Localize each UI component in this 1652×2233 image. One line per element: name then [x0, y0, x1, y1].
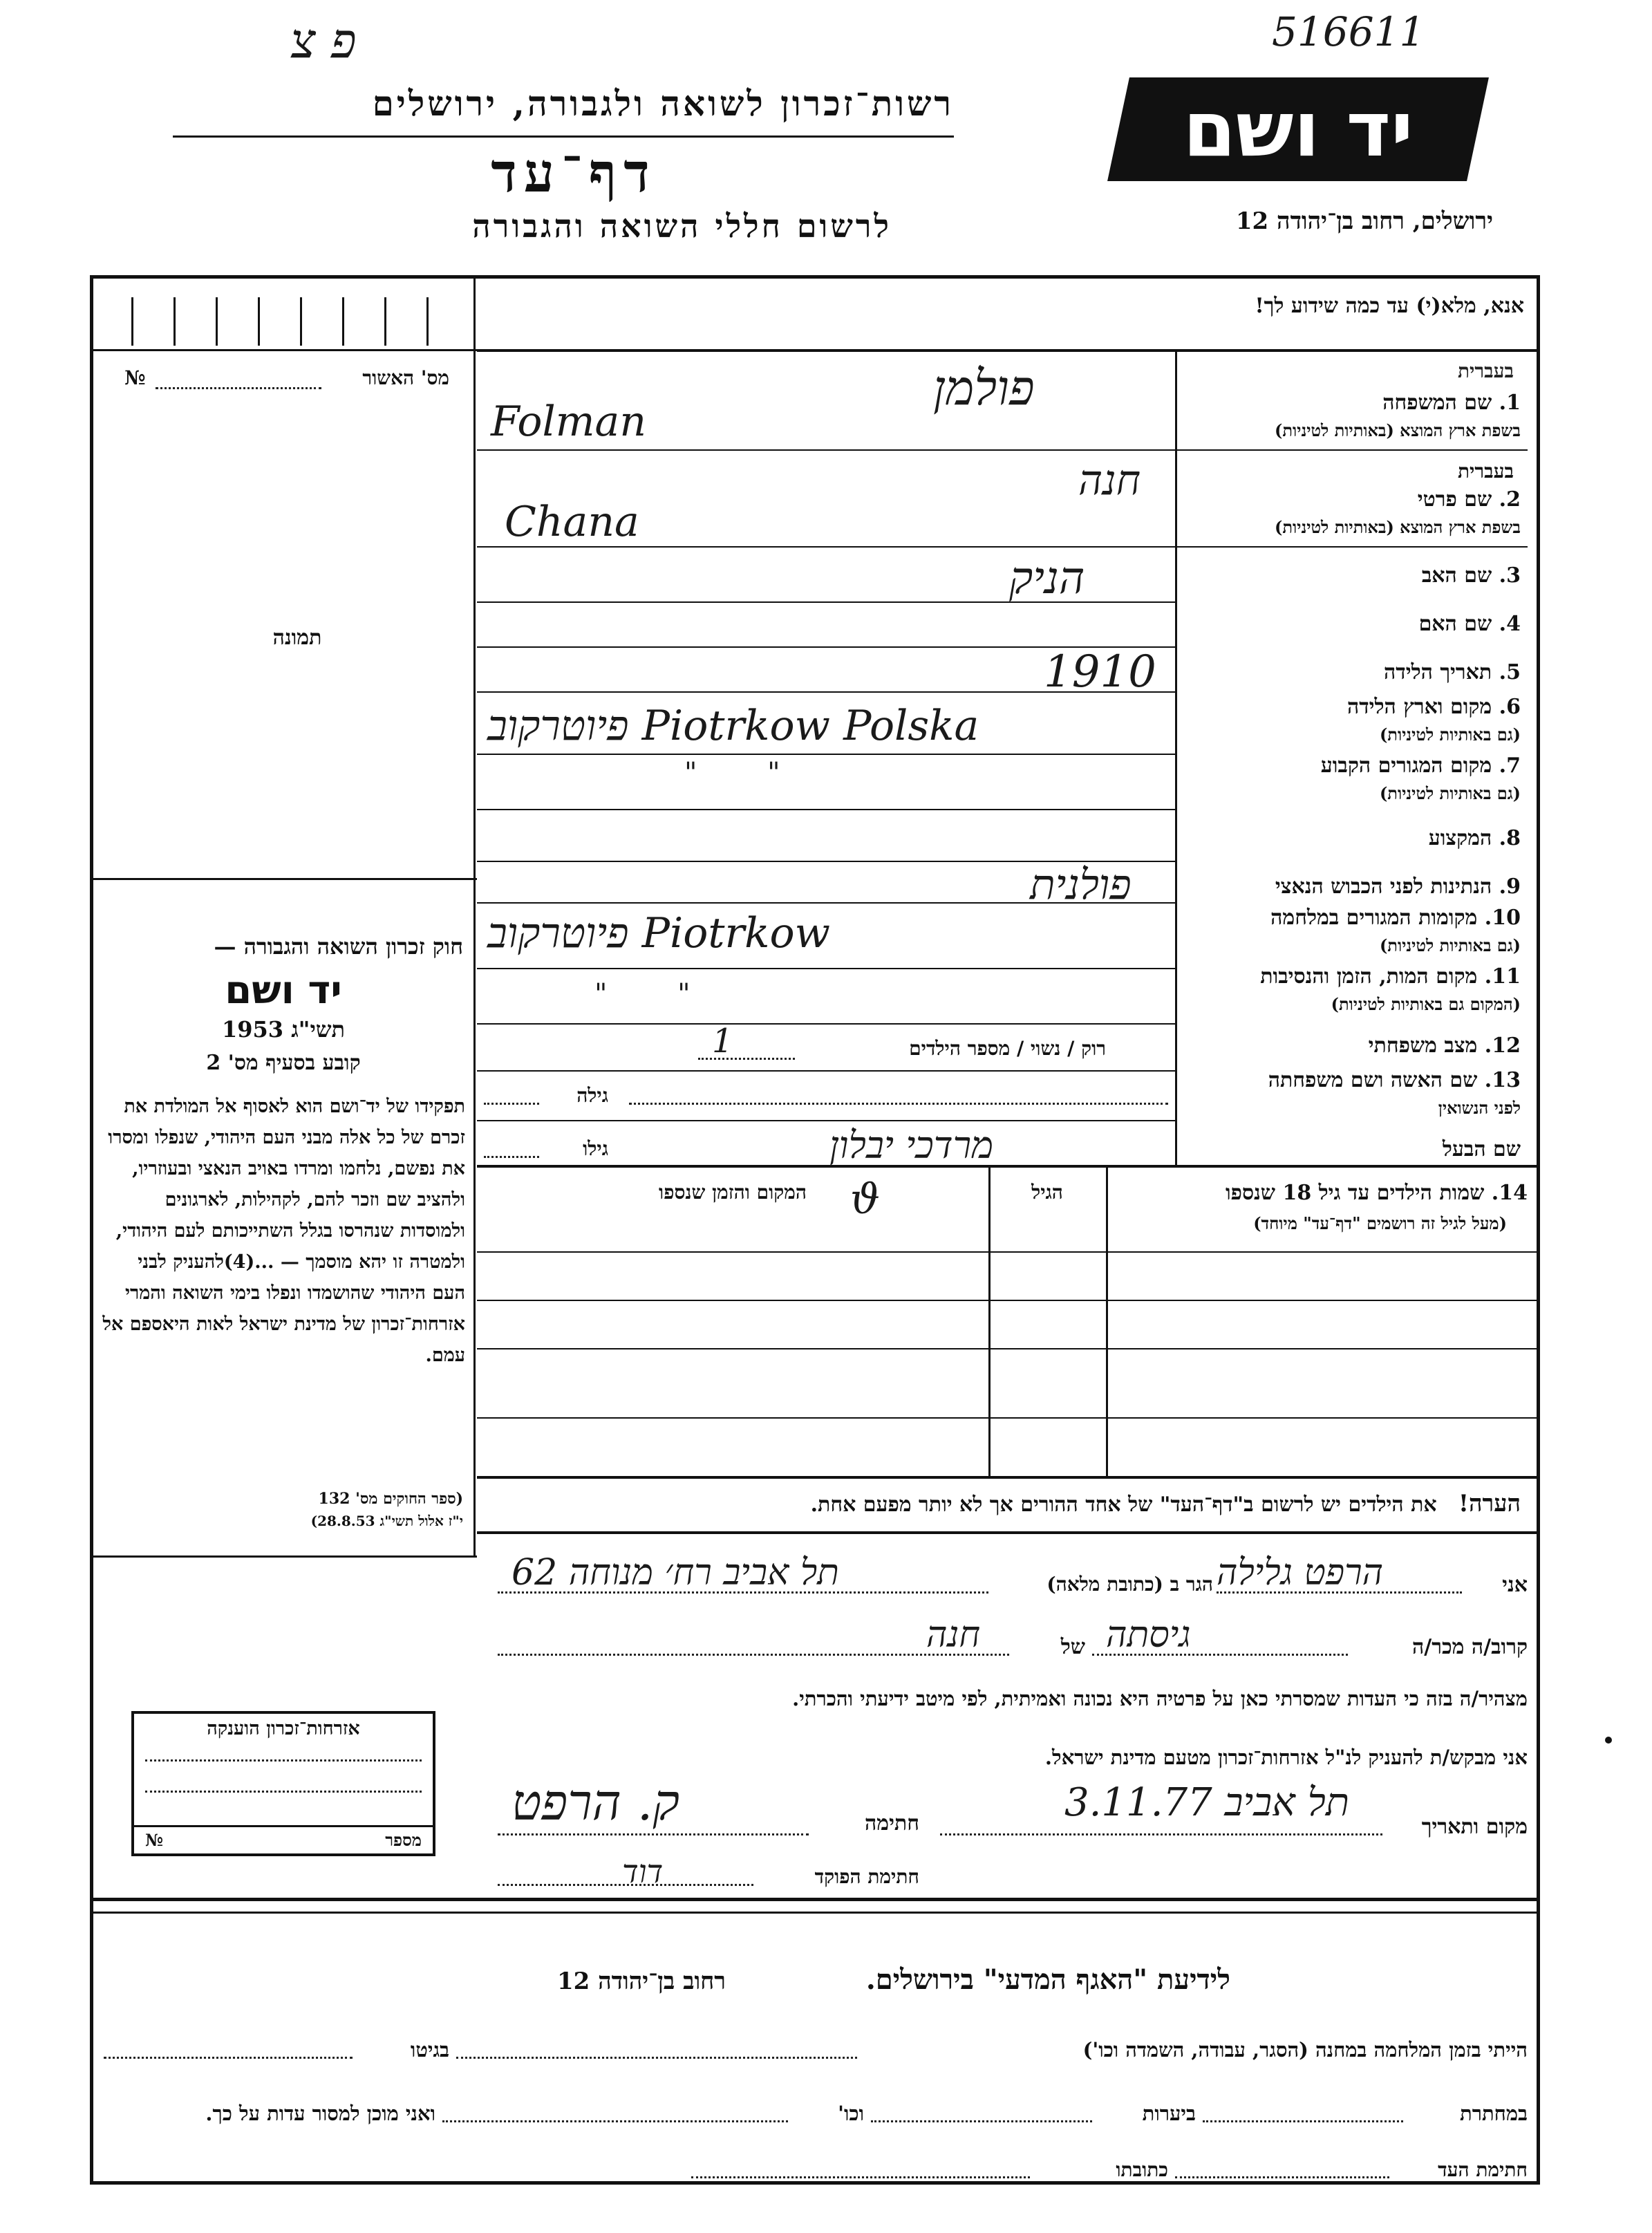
children-note: (מעל לגיל זה רושמים "דף־עד" מיוחד) [1253, 1213, 1507, 1233]
field-1-label [1182, 391, 1521, 415]
field-6-note: (גם באותיות לטיניות) [1379, 725, 1521, 745]
field-12-value: 1 [712, 1022, 733, 1061]
declarant-i-label: אני [1502, 1573, 1528, 1597]
request: אני מבקש/ת להעניק לנ"ל אזרחות־זכרון מטעם מדינת ישראל. [1044, 1746, 1528, 1769]
field-13-text: שם האשה ושם משפחתה [1268, 1068, 1478, 1092]
field-3-text: שם האב [1421, 563, 1492, 588]
field-4-label [1182, 612, 1521, 636]
field-3-value: הניק [1009, 553, 1085, 604]
bottom-line-2c: וכו' [838, 2102, 864, 2125]
field-10-value: פיוטרקוב Piotrkow [487, 909, 830, 957]
declarant-name: הרפט גלילה [1217, 1552, 1384, 1594]
citizenship-no-sign: № [145, 1830, 164, 1850]
children-label: 14. שמות הילדים עד גיל 18 שנספו [1225, 1181, 1528, 1205]
law-text: תפקידו של יד־ושם הוא לאסוף אל המולדת את זכרם של כל אלה מבני העם היהודי, שנפלו ומסרו את נפשם, נלחמו ומרדו באויב הנאצי ובעוזריו, ולהציב שם וזכר להם, לקהילות, לארגונים ולמוסדות שנהרסו בגלל השתייכותם לעם היהודי, ולמטרה זו יהא מוסמך — ...(4)להעניק לבני העם היהודי שהושמדו ונפלו בימי השואה והמרי אזרחות־זכרון של מדינת ישראל לאות היאספם אל עמם. [102, 1096, 465, 1366]
official-label: חתימת הפוקד [814, 1865, 919, 1888]
of-name: חנה [926, 1614, 981, 1656]
field-4-num: 4. [1499, 612, 1521, 636]
field-5-num: 5. [1499, 660, 1521, 684]
field-1-num: 1. [1499, 391, 1521, 415]
field-8-num: 8. [1499, 826, 1521, 850]
margin-dot [1605, 1737, 1612, 1744]
field-11-value: " " [594, 978, 691, 1010]
col-age: הגיל [1031, 1181, 1063, 1204]
field-9-num: 9. [1499, 875, 1521, 899]
husband-label: שם הבעל [1442, 1137, 1521, 1161]
bottom-line-3b: כתובתו [1116, 2158, 1168, 2181]
field-13-label [1182, 1068, 1521, 1092]
field-3-num: 3. [1499, 563, 1521, 588]
confirm-no-label: מס' האשור [362, 366, 449, 389]
field-7-value: " " [684, 757, 780, 789]
declarant-address: תל אביב רח׳ מנוחה 62 [511, 1552, 839, 1594]
bottom-title: לידיעת "האגף המדעי" בירושלים. [865, 1963, 1230, 1996]
field-1-hebrew-tag: בעברית [1457, 359, 1514, 382]
field-2-label [1182, 487, 1521, 512]
field-11-note: (המקום גם באותיות לטיניות) [1331, 994, 1521, 1014]
field-11-num: 11. [1484, 964, 1521, 989]
field-11-text: מקום המות, הזמן והנסיבות [1260, 964, 1478, 989]
field-9-text: הנתינות לפני הכבוש הנאצי [1275, 875, 1492, 899]
remark [484, 1490, 1521, 1517]
place-date-value: תל אביב 3.11.77 [1064, 1780, 1349, 1825]
col-place: המקום והזמן שנספו [659, 1181, 807, 1204]
field-10-text: מקומות המגורים במלחמה [1270, 906, 1478, 930]
field-6-num: 6. [1499, 695, 1521, 719]
field-2-value-latin: Chana [505, 498, 639, 546]
field-8-label [1182, 826, 1521, 850]
citizenship-box-title: אזרחות־זכרון הוענקה [207, 1718, 360, 1739]
bottom-line-1a: הייתי בזמן המלחמה במחנה (הסגר, עבודה, השמדה וכו') [1082, 2038, 1528, 2062]
field-13-num: 13. [1484, 1068, 1521, 1092]
field-3-label [1182, 563, 1521, 588]
declarant-resides-label: הגר ב (כתובת מלאה) [1046, 1573, 1213, 1596]
field-12-text: מצב משפחתי [1368, 1034, 1478, 1058]
field-12-inline: רוק / נשוי / מספר הילדים [909, 1037, 1106, 1060]
field-8-text: המקצוע [1428, 826, 1492, 850]
remark-label: הערה! [1458, 1490, 1521, 1517]
field-4-text: שם האם [1418, 612, 1492, 636]
field-1-value-latin: Folman [491, 398, 646, 446]
law-ref-1: (ספר החוקים מס' 132 [318, 1490, 463, 1508]
field-12-num: 12. [1484, 1034, 1521, 1058]
logo-address: ירושלים, רחוב בן־יהודה 12 [1235, 207, 1493, 235]
bottom-line-2a: במחתרת [1460, 2102, 1528, 2125]
law-title: חוק זכרון השואה והגבורה — [214, 933, 463, 960]
field-2-num: 2. [1499, 487, 1521, 512]
citizenship-no-label: מספר [385, 1830, 422, 1850]
page-subtitle: לרשום חללי השואה והגבורה [472, 207, 892, 245]
field-6-value: פיוטרקוב Piotrkow Polska [487, 702, 979, 750]
field-2-value-he: חנה [1078, 456, 1141, 505]
field-7-note: (גם באותיות לטיניות) [1379, 783, 1521, 803]
field-10-num: 10. [1484, 906, 1521, 930]
authority-name: רשות־זכרון לשואה ולגבורה, ירושלים [372, 83, 954, 124]
signature-value: ק. הרפט [511, 1773, 680, 1831]
place-date-label: מקום ותאריך [1421, 1815, 1528, 1839]
field-2-hebrew-tag: בעברית [1457, 460, 1514, 483]
confirm-no-sign: № [124, 366, 146, 389]
law-clause: קובע בסעיף מס' 2 [206, 1051, 361, 1075]
signature-label: חתימה [865, 1811, 919, 1835]
remark-text: את הילדים יש לרשום ב"דף־העד" של אחד ההורים אך לא יותר מפעם אחת. [810, 1493, 1437, 1517]
field-7-text: מקום המגורים הקבוע [1320, 754, 1492, 778]
law-name: יד ושם [225, 968, 342, 1013]
field-6-text: מקום וארץ הלידה [1346, 695, 1492, 719]
bottom-address: רחוב בן־יהודה 12 [556, 1968, 726, 1995]
of-label: של [1060, 1635, 1085, 1659]
law-year: תשי"ג 1953 [222, 1016, 345, 1043]
field-1-text: שם המשפחה [1382, 391, 1492, 415]
statement: מצהיר/ה בזה כי העדות שמסרתי כאן על פרטיה היא נכונה ואמיתית, לפי מיטב ידיעתי והכרתי. [792, 1687, 1528, 1710]
field-6-label [1182, 695, 1521, 719]
corner-mark-left: פ צ [290, 12, 357, 69]
page-title: דף־עד [491, 142, 657, 205]
law-ref-2: י"ז אלול תשי"ג 28.8.53) [310, 1513, 463, 1529]
husband-age-label: גילו [583, 1137, 608, 1160]
official-signature: דוד [622, 1853, 664, 1890]
field-10-note: (גם באותיות לטיניות) [1379, 935, 1521, 955]
field-5-value: 1910 [1044, 646, 1156, 698]
corner-mark-right: 516611 [1272, 8, 1425, 55]
children-mark: ϑ [850, 1175, 880, 1224]
field-2-note: בשפת ארץ המוצא (באותיות לטיניות) [1275, 517, 1521, 537]
bottom-line-2d: ואני מוכן למסור עדות על כך. [205, 2102, 435, 2125]
field-9-value: פולנית [1030, 861, 1132, 909]
field-5-text: תאריך הלידה [1384, 660, 1492, 684]
field-1-value-he: פולמן [933, 359, 1035, 416]
field-1-note: בשפת ארץ המוצא (באותיות לטיניות) [1275, 420, 1521, 440]
relation-value: גיסתה [1106, 1614, 1191, 1656]
field-2-text: שם פרטי [1417, 487, 1492, 512]
instruction: אנא, מלא(י) עד כמה שידוע לך! [1255, 294, 1524, 318]
field-13-note: לפני הנשואין [1438, 1098, 1521, 1118]
bottom-line-3a: חתימת העד [1438, 2158, 1528, 2181]
field-10-label [1182, 906, 1521, 930]
field-11-label [1182, 964, 1521, 989]
logo-text: יד ושם [1183, 85, 1414, 174]
field-12-label [1182, 1034, 1521, 1058]
field-7-label [1182, 754, 1521, 778]
relative-label: קרוב/ה מכר/ה [1412, 1635, 1528, 1659]
bottom-line-2b: ביערות [1142, 2102, 1196, 2125]
husband-value: מרדכי יבלון [829, 1123, 994, 1167]
field-5-label [1182, 660, 1521, 684]
photo-label: תמונה [272, 626, 322, 650]
bottom-line-1b: בגיטו [410, 2038, 449, 2062]
field-13-age-label: גילה [576, 1084, 608, 1107]
confirm-ticks [131, 297, 429, 346]
field-7-num: 7. [1499, 754, 1521, 778]
field-9-label [1182, 875, 1521, 899]
